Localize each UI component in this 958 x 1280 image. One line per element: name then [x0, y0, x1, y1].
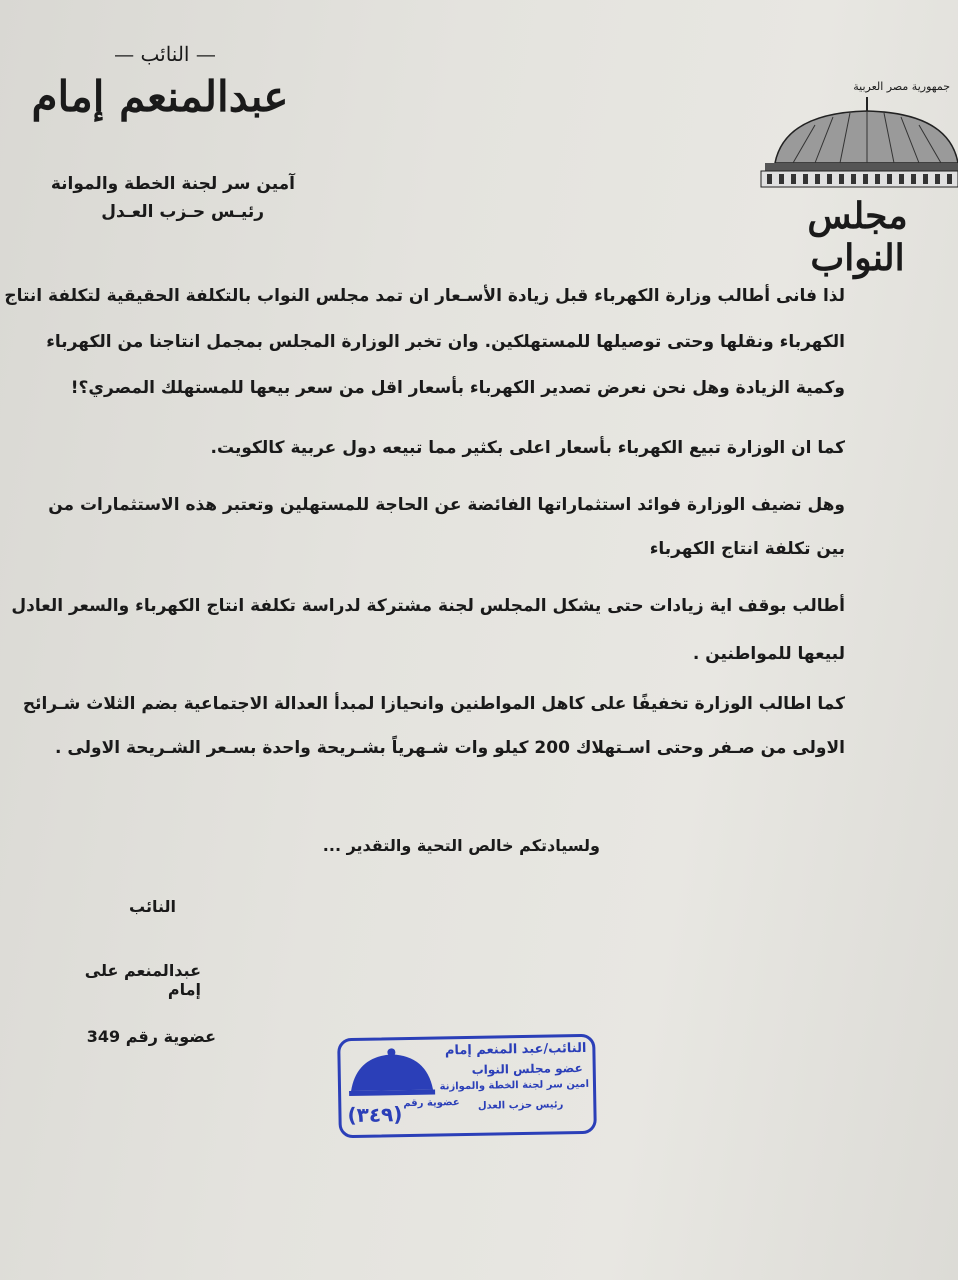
body-line: لبيعها للمواطنين . — [692, 644, 845, 664]
body-line: كما ان الوزارة تبيع الكهرباء بأسعار اعلى بكثير مما تبيعه دول عربية كالكويت. — [210, 438, 845, 458]
stamp-dome-icon — [346, 1046, 437, 1100]
role-party-head: رئيـس حـزب العـدل — [101, 202, 264, 222]
stamp-line: رئيس حزب العدل — [477, 1099, 564, 1112]
signature-name: عبدالمنعم على إمام — [84, 961, 201, 999]
dome-icon — [755, 95, 958, 195]
stamp-membership-label: عضوية رقم — [403, 1097, 460, 1110]
body-line: أطالب بوقف اية زيادات حتى يشكل المجلس لجنة مشتركة لدراسة تكلفة انتاج الكهرباء والسعر العادل — [11, 596, 845, 616]
body-line: وكمية الزيادة وهل نحن نعرض تصدير الكهرباء بأسعار اقل من سعر بيعها للمستهلك المصري؟! — [70, 378, 845, 398]
role-committee-secretary: آمين سر لجنة الخطة والموانة — [50, 174, 295, 194]
stamp-line: امين سر لجنة الخطة والموازنة — [439, 1078, 590, 1093]
body-line: الكهرباء ونقلها وحتى توصيلها للمستهلكين. وان تخبر الوزارة المجلس بمجمل انتاجنا من الكهرباء — [46, 332, 845, 352]
deputy-title: — النائب — — [114, 42, 216, 66]
body-line: بين تكلفة انتاج الكهرباء — [649, 539, 845, 559]
body-line: الاولى من صـفر وحتى اسـتهلاك 200 كيلو وات شـهرياً بشـريحة واحدة بسـعر الشـريحة الاولى . — [55, 738, 845, 758]
closing-greeting: ولسيادتكم خالص التحية والتقدير ... — [322, 836, 600, 855]
body-line: لذا فانى أطالب وزارة الكهرباء قبل زيادة الأسـعار ان تمد مجلس النواب بالتكلفة الحقيقية لتكلفة انتاج — [4, 286, 845, 306]
signature-title: النائب — [129, 897, 176, 916]
parliament-name: مجلس النواب — [807, 195, 908, 279]
body-line: كما اطالب الوزارة تخفيفًا على كاهل المواطنين وانحيازا لمبدأ العدالة الاجتماعية بضم الثلاث شـرائح — [22, 694, 845, 714]
body-line: وهل تضيف الوزارة فوائد استثماراتها الفائضة عن الحاجة للمستهلين وتعتبر هذه الاستثمارات من — [48, 495, 845, 515]
deputy-name-calligraphy: عبدالمنعم إمام — [31, 72, 289, 121]
stamp-line: النائب/عبد المنعم إمام — [444, 1040, 587, 1059]
official-stamp — [337, 1034, 597, 1138]
republic-label: جمهورية مصر العربية — [853, 80, 950, 93]
stamp-membership-number: (٣٤٩) — [347, 1102, 403, 1128]
membership-number: عضوية رقم 349 — [86, 1027, 216, 1046]
stamp-line: عضو مجلس النواب — [471, 1060, 583, 1077]
parliament-logo — [755, 70, 958, 279]
